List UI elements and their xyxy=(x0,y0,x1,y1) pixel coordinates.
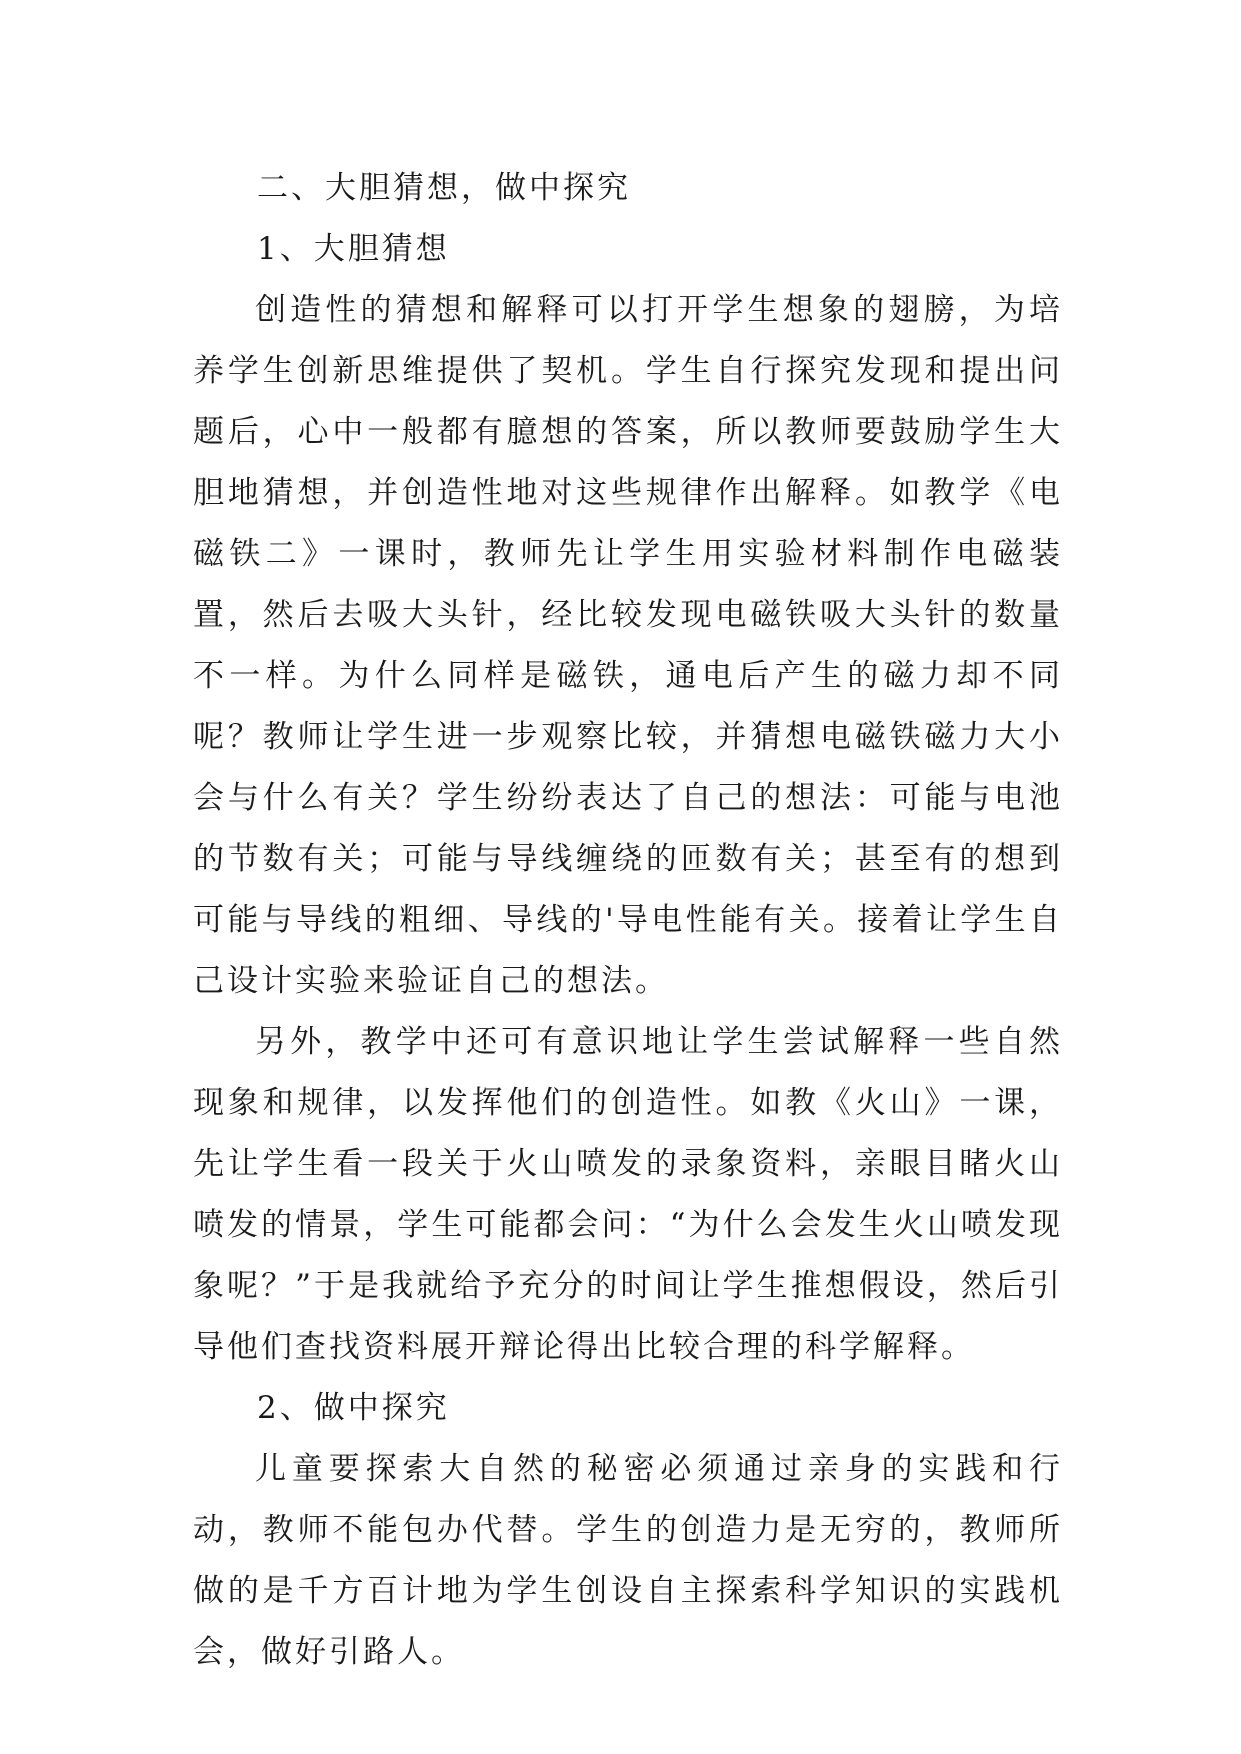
paragraph-guess-explanation: 创造性的猜想和解释可以打开学生想象的翅膀，为培养学生创新思维提供了契机。学生自行探究发现和提出问题后，心中一般都有臆想的答案，所以教师要鼓励学生大胆地猜想，并创造性地对这些规律作出解释。如教学《电磁铁二》一课时，教师先让学生用实验材料制作电磁装置，然后去吸大头针，经比较发现电磁铁吸大头针的数量不一样。为什么同样是磁铁，通电后产生的磁力却不同呢？教师让学生进一步观察比较，并猜想电磁铁磁力大小会与什么有关？学生纷纷表达了自己的想法：可能与电池的节数有关；可能与导线缠绕的匝数有关；甚至有的想到可能与导线的粗细、导线的'导电性能有关。接着让学生自己设计实验来验证自己的想法。 xyxy=(193,292,1063,999)
paragraph-hands-on-practice: 儿童要探索大自然的秘密必须通过亲身的实践和行动，教师不能包办代替。学生的创造力是无穷的，教师所做的是千方百计地为学生创设自主探索科学知识的实践机会，做好引路人。 xyxy=(193,1451,1063,1670)
subsection-title-inquiry: 2、做中探究 xyxy=(257,1390,450,1426)
subsection-title-guess: 1、大胆猜想 xyxy=(257,231,450,267)
paragraph-volcano-example: 另外，教学中还可有意识地让学生尝试解释一些自然现象和规律，以发挥他们的创造性。如教《火山》一课，先让学生看一段关于火山喷发的录象资料，亲眼目睹火山喷发的情景，学生可能都会问：“为什么会发生火山喷发现象呢？”于是我就给予充分的时间让学生推想假设，然后引导他们查找资料展开辩论得出比较合理的科学解释。 xyxy=(193,1024,1063,1365)
document-body xyxy=(193,158,1063,1683)
section-title: 二、大胆猜想，做中探究 xyxy=(257,170,631,206)
